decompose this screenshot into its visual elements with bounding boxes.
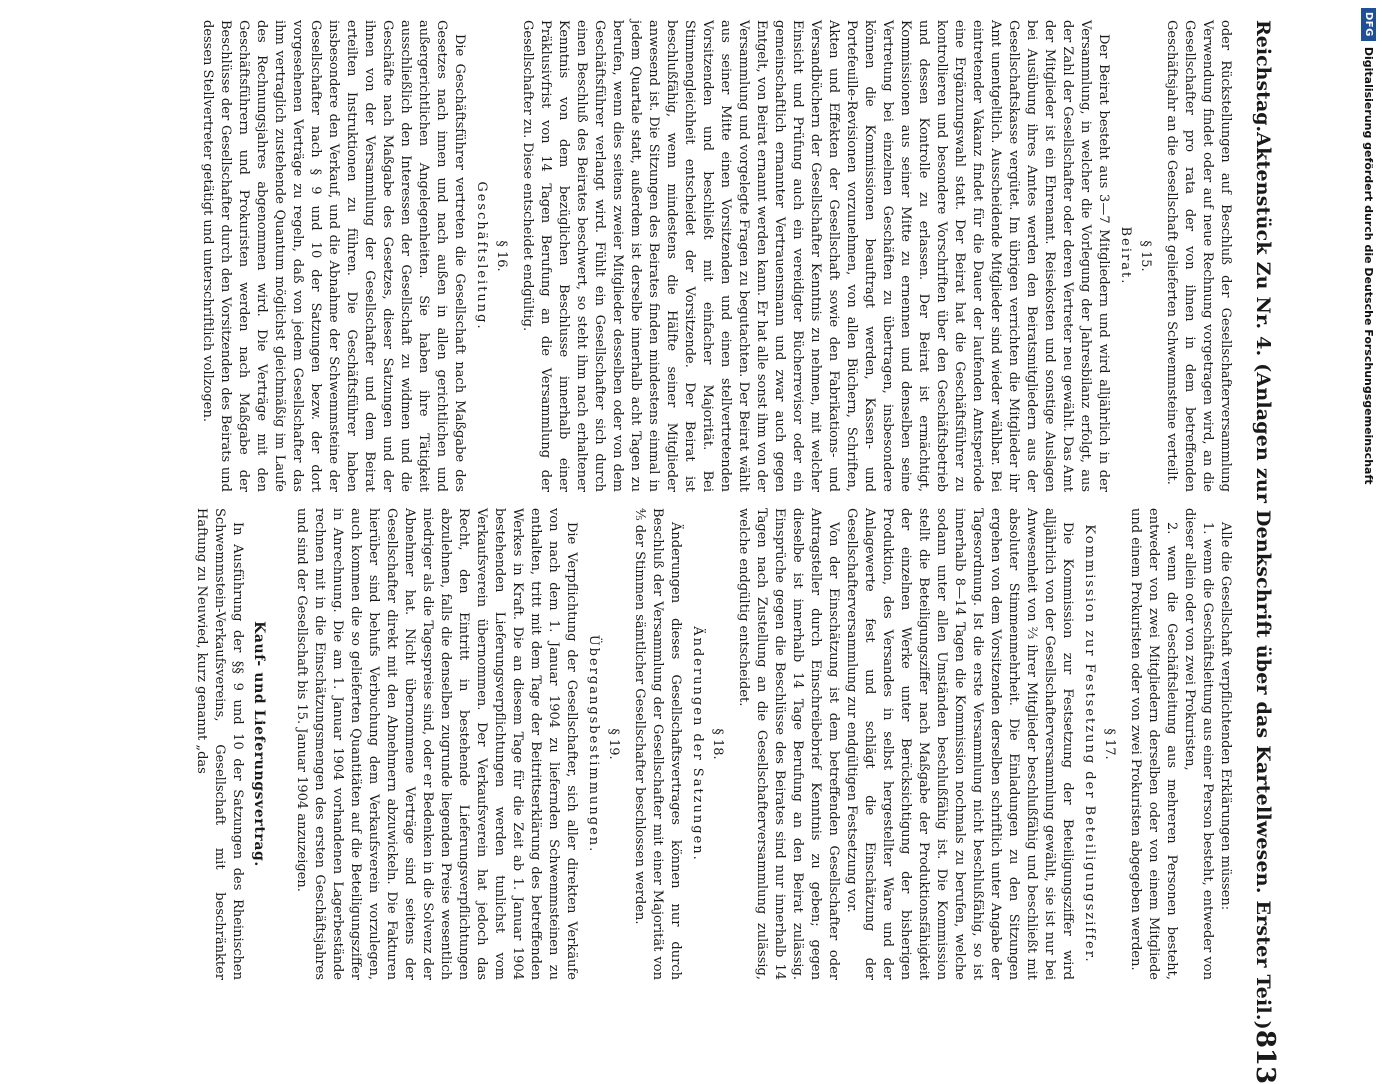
contract-title: Kauf- und Lieferungsvertrag. (251, 621, 267, 867)
section-16-title: Geschäftsleitung. (474, 181, 489, 331)
list-item: 2. wenn die Geschäftsleitung aus mehreren Personen besteht, entweder von zwei Mitgliedern derselben oder von einem Mitgliede und einem Prokuristen oder von zwei Prokuristen abgegeben werden. (1128, 508, 1179, 980)
header-title: Aktenstück Zu Nr. 4. (Anlagen zur Denkschrift über das Kartellwesen. Erster Teil.) (1252, 132, 1274, 1030)
section-15-title: Beirat. (1118, 226, 1133, 286)
text-columns (54, 20, 1234, 980)
section-15-number: § 15. (1138, 240, 1153, 272)
paragraph: Alle die Gesellschaft verpflichtenden Erklärungen müssen: (1218, 522, 1233, 911)
paragraph: Die Geschäftsführer vertreten die Gesellschaft nach Maßgabe des Gesetzes nach innen und nach außen in allen gerichtlichen und außergerichtlichen Angelegenheiten. Sie haben ihre Tätigkeit ausschließlich den Interessen der Gesellschaft zu widmen und die Geschäfte nach Maßgabe des Gesetzes, dieser Satzungen und der ihnen von der Versammlung der Gesellschafter und dem Beirat erteilten Instruktionen zu führen. Die Geschäftsführer haben insbesondere den Verkauf, und die Abnahme der Schwemmsteine der Gesellschafter nach § 9 und 10 der Satzungen bezw. der dort vorgesehenen Verträge zu regeln, daß von jedem Gesellschafter das ihm vertraglich zustehende Quantum möglichst gleichmäßig im Laufe des Rechnungsjahres abgenommen wird. Die Verträge mit den Geschäftsführern und Prokuristen werden nach Maßgabe der Beschlüsse der Gesellschafter durch den Vorsitzenden des Beirats und dessen Stellvertreter getätigt und unterschriftlich vollzogen. (200, 20, 467, 492)
paragraph: oder Rückstellungen auf Beschluß der Gesellschafterversammlung Verwendung findet oder auf neue Rechnung vorgetragen wird, an die Gesellschafter pro rata der von ihnen in dem betreffenden Geschäftsjahr an die Gesellschaft gelieferten Schwemmsteine verteilt. (1164, 20, 1233, 492)
paragraph: In Ausführung der §§ 9 und 10 der Satzungen des Rheinischen Schwemmstein-Verkaufsvereins, Gesellschaft mit beschränkter Haftung zu Neuwied, kurz genannt „das (194, 508, 245, 980)
section-18-title: Änderungen der Satzungen. (690, 626, 705, 862)
section-18-number: § 18. (710, 728, 725, 760)
funding-note (1357, 8, 1381, 992)
right-column (54, 508, 1234, 980)
dfg-logo: DFG (1362, 8, 1377, 41)
paragraph: Die Kommission zur Festsetzung der Beteiligungsziffer wird alljährlich von der Gesellschafterversammlung gewählt, sie ist nur bei Anwesenheit von ⅔ ihrer Mitglieder beschlußfähig und beschließt mit absoluter Stimmenmehrheit. Die Einladungen zu den Sitzungen ergehen von dem Vorsitzenden derselben schriftlich unter Angabe der Tagesordnung. Ist die erste Versammlung nicht beschlußfähig, so ist innerhalb 8—14 Tagen die Kommission nochmals zu berufen, welche sodann unter allen Umständen beschlußfähig ist. Die Kommission stellt die Beteiligungsziffer nach Maßgabe der Produktionsfähigkeit der einzelnen Werke unter Berücksichtigung der bisherigen Produktion, des Versandes in selbst hergestellter Ware und der Anlagewerte fest und schlägt die Einschätzung der Gesellschafterversammlung zur endgültigen Festsetzung vor. (844, 508, 1075, 980)
header-left: Reichstag. (1252, 20, 1274, 133)
left-column (54, 20, 1234, 492)
section-19-title: Übergangsbestimmungen. (586, 634, 601, 854)
paragraph: Änderungen dieses Gesellschaftsvertrages können nur durch Beschluß der Versammlung der Gesellschafter mit einer Majorität von ⅘ der Stimmen sämtlicher Gesellschafter beschlossen werden. (632, 508, 683, 980)
page-number: 813 (1250, 1029, 1280, 1084)
paragraph: Die Verpflichtung der Gesellschafter, sich aller direkten Verkäufe von nach dem 1. Januar 1904 zu liefernden Schwemmsteinen zu enthalten, tritt mit dem Tage der Beitrittserklärung des betreffenden Werkes in Kraft. Die an diesem Tage für die Zeit ab 1. Januar 1904 bestehenden Lieferungsverpflichtungen werden tunlichst vom Verkaufsverein übernommen. Der Verkaufsverein hat jedoch das Recht, den Eintritt in bestehende Lieferungsverpflichtungen abzulehnen, falls die denselben zugrunde liegenden Preise wesentlich niedriger als die Tagespreise sind, oder er Bedenken in die Solvenz der Abnehmer hat. Nicht übernommene Verträge sind seitens der Gesellschafter direkt mit den Abnehmern abzuwickeln. Die Fakturen hierüber sind behufs Verbuchung dem Verkaufsverein vorzulegen, auch kommen die so gelieferten Quantitäten auf die Beteiligungsziffer in Anrechnung. Die am 1. Januar 1904 vorhandenen Lagerbestände rechnen mit in die Einschätzungsmengen des ersten Geschäftsjahres und sind der Gesellschaft bis 15. Januar 1904 anzuzeigen. (294, 508, 579, 980)
section-17-number: § 17. (1102, 728, 1117, 760)
list-item: 1. wenn die Geschäftsleitung aus einer Person besteht, entweder von dieser allein oder von zwei Prokuristen, (1182, 508, 1215, 980)
running-head (1236, 20, 1280, 1084)
paragraph: Von der Einschätzung ist dem betreffenden Gesellschafter oder Antragsteller durch Einschreibebrief Kenntnis zu geben; gegen dieselbe ist innerhalb 14 Tage Berufung an den Beirat zulässig. Einsprüche gegen die Beschlüsse des Beirates sind nur innerhalb 14 Tagen nach Zustellung an die Gesellschafterversammlung zulässig, welche endgültig entscheidet. (736, 508, 841, 980)
section-19-number: § 19. (606, 728, 621, 760)
paragraph: Der Beirat besteht aus 3—7 Mitgliedern und wird alljährlich in der Versammlung, in welcher die Vorlegung der Jahresbilanz erfolgt, aus der Zahl der Gesellschafter oder deren Vertreter neu gewählt. Das Amt der Mitglieder ist ein Ehrenamt. Reisekosten und sonstige Auslagen bei Ausübung ihres Amtes werden den Beiratsmitgliedern aus der Gesellschaftskasse vergütet. Im übrigen verrichten die Mitglieder ihr Amt unentgeltlich. Ausscheidende Mitglieder sind wieder wählbar. Bei eintretender Vakanz findet für die Dauer der laufenden Amtsperiode eine Ergänzungswahl statt. Der Beirat hat die Geschäftsführer zu kontrollieren und besondere Vorschriften über den Geschäftsbetrieb und dessen Kontrolle zu erlassen. Der Beirat ist ermächtigt, Kommissionen aus seiner Mitte zu ernennen und denselben seine Vertretung bei einzelnen Geschäften zu übertragen, insbesondere können die Kommissionen beauftragt werden, Kassen- und Portefeuille-Revisionen vorzunehmen, von allen Büchern, Schriften, Akten und Effekten der Gesellschaft sowie den Fabrikations- und Versandbüchern der Gesellschafter Kenntnis zu nehmen, mit welcher Einsicht und Prüfung auch ein vereidigter Bücherrevisor oder ein gemeinschaftlich ernannter Vertrauensmann und zwar auch gegen Entgelt, von Beirat ernannt werden kann. Er hat alle sonst ihm von der Versammlung und vorgelegte Fragen zu begutachten. Der Beirat wählt aus seiner Mitte einen Vorsitzenden und einen stellvertretenden Vorsitzenden und beschließt mit einfacher Majorität. Bei Stimmengleichheit entscheidet der Vorsitzende. Der Beirat ist beschlußfähig, wenn mindestens die Hälfte seiner Mitglieder anwesend ist. Die Sitzungen des Beirates finden mindestens einmal in jedem Quartale statt, außerdem ist derselbe innerhalb acht Tagen zu berufen, wenn dies seitens zweier Mitglieder desselben oder von dem Geschäftsführer verlangt wird. Fühlt ein Gesellschafter sich durch einen Beschluß des Beirates beschwert, so steht ihm nach erhaltener Kenntnis von dem bezüglichen Beschlusse innerhalb einer Präklusivfrist von 14 Tagen Berufung an die Versammlung der Gesellschafter zu. Diese entscheidet endgültig. (520, 20, 1111, 492)
section-16-number: § 16. (494, 240, 509, 272)
section-17-title: Kommission zur Festsetzung der Beteiligungsziffer. (1082, 524, 1097, 964)
funding-text: Digitalisierung gefördert durch die Deutsche Forschungsgemeinschaft (1362, 46, 1376, 485)
